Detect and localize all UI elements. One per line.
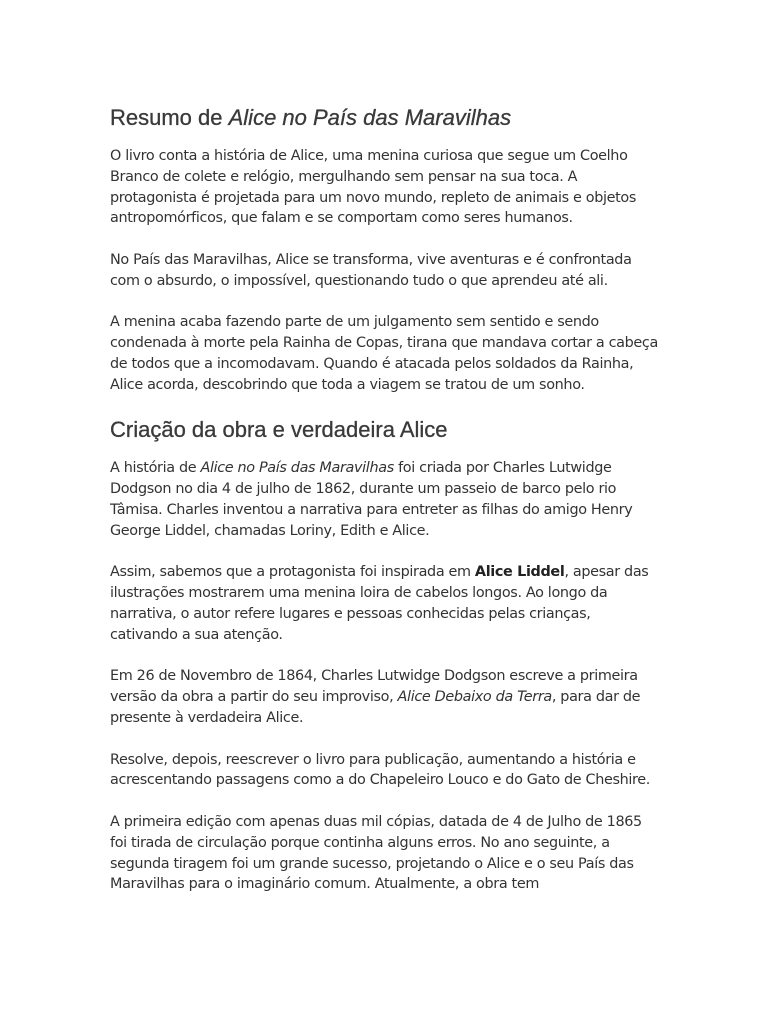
text-run: foi criada por Charles Lutwidge Dodgson no dia 4 de julho de 1862, durante um passeio de barco pelo rio Tâmisa. Charles inventou a narrativa para entreter as filhas do amigo Henry George Liddel, chamadas Loriny, Edith e Alice. <box>110 460 633 539</box>
article-body <box>110 104 660 916</box>
book-title-inline: Alice Debaixo da Terra <box>397 689 552 706</box>
section-heading-summary <box>110 104 660 132</box>
creation-paragraph-1 <box>110 458 660 541</box>
creation-paragraph-2 <box>110 562 660 645</box>
book-title: Alice no País das Maravilhas <box>228 105 512 130</box>
heading-text: Resumo de <box>110 105 229 130</box>
summary-paragraph-3: A menina acaba fazendo parte de um julgamento sem sentido e sendo condenada à morte pela Rainha de Copas, tirana que mandava cortar a cabeça de todos que a incomodavam. Quando é atacada pelos soldados da Rainha, Alice acorda, descobrindo que toda a viagem se tratou de um sonho. <box>110 314 658 393</box>
text-run: , para dar de presente à verdadeira Alice. <box>110 689 641 726</box>
summary-paragraph-1: O livro conta a história de Alice, uma menina curiosa que segue um Coelho Branco de colete e relógio, mergulhando sem pensar na sua toca. A protagonista é projetada para um novo mundo, repleto de animais e objetos antropomórficos, que falam e se comportam como seres humanos. <box>110 148 637 227</box>
section-heading-creation: Criação da obra e verdadeira Alice <box>110 417 448 443</box>
creation-paragraph-4: Resolve, depois, reescrever o livro para publicação, aumentando a história e acrescentando passagens como a do Chapeleiro Louco e do Gato de Cheshire. <box>110 751 651 789</box>
text-run: Em 26 de Novembro de 1864, Charles Lutwidge Dodgson escreve a primeira versão da obra a partir do seu improviso, <box>110 668 638 706</box>
text-run: A história de <box>110 460 201 477</box>
creation-paragraph-3 <box>110 666 660 728</box>
summary-paragraph-2: No País das Maravilhas, Alice se transforma, vive aventuras e é confrontada com o absurdo, o impossível, questionando tudo o que aprendeu até ali. <box>110 251 632 289</box>
creation-paragraph-5: A primeira edição com apenas duas mil cópias, datada de 4 de Julho de 1865 foi tirada de circulação porque continha alguns erros. No ano seguinte, a segunda tiragem foi um grande sucesso, projetando o Alice e o seu País das Maravilhas para o imaginário comum. Atualmente, a obra tem <box>110 813 642 893</box>
highlighted-name: Alice Liddel <box>474 564 565 581</box>
text-run: Assim, sabemos que a protagonista foi inspirada em <box>110 564 475 581</box>
book-title-inline: Alice no País das Maravilhas <box>200 460 394 477</box>
text-run: , apesar das ilustrações mostrarem uma menina loira de cabelos longos. Ao longo da narrativa, o autor refere lugares e pessoas conhecidas pelas crianças, cativando a sua atenção. <box>110 564 649 643</box>
